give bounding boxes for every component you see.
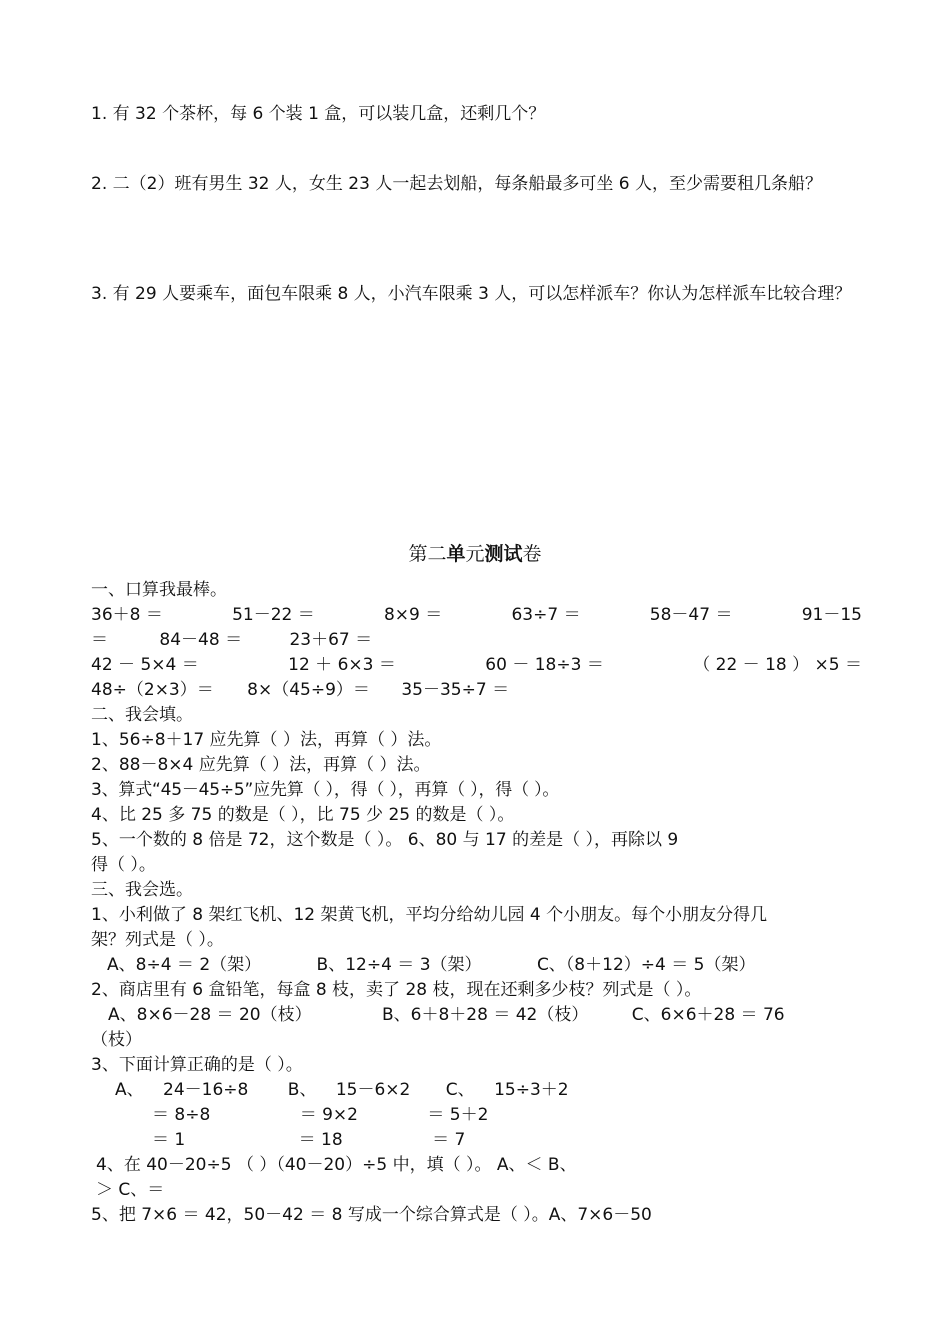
- step-a: ＝ 1: [152, 1130, 186, 1150]
- choice-question-4: 4、在 40－20÷5 （ ）（40－20）÷5 中，填（ ）。 A、＜ B、: [96, 1155, 577, 1175]
- choice-question-2-cont: （枝）: [91, 1030, 142, 1050]
- math-item: 60 － 18÷3 ＝: [485, 655, 604, 675]
- fill-question-4: 4、比 25 多 75 的数是（ ），比 75 少 25 的数是（ ）。: [91, 805, 515, 825]
- fill-question-1: 1、56÷8＋17 应先算（ ）法，再算（ ）法。: [91, 730, 442, 750]
- math-item: ＝: [91, 630, 108, 650]
- mental-math-row-4: [91, 678, 862, 703]
- step-a: ＝ 8÷8: [152, 1105, 211, 1125]
- option-a: A、8÷4 ＝ 2（架）: [107, 955, 262, 975]
- math-item: 12 ＋ 6×3 ＝: [288, 655, 396, 675]
- word-problem-1: 1. 有 32 个茶杯，每 6 个装 1 盒，可以装几盒，还剩几个？: [91, 104, 546, 124]
- math-item: 23＋67 ＝: [289, 630, 373, 650]
- mental-math-row-3: [91, 653, 862, 678]
- choice-question-3-row-2: [152, 1103, 862, 1128]
- math-item: 84－48 ＝: [159, 630, 243, 650]
- math-item: 42 － 5×4 ＝: [91, 655, 199, 675]
- math-item: 8×9 ＝: [383, 605, 443, 625]
- option-c: C、（8＋12）÷4 ＝ 5（架）: [536, 955, 756, 975]
- choice-question-1-cont: 架？列式是（ ）。: [91, 930, 224, 950]
- choice-question-2: 2、商店里有 6 盒铅笔，每盒 8 枝，卖了 28 枝，现在还剩多少枝？列式是（ ）。: [91, 980, 702, 1000]
- option-c-expr: 15÷3＋2: [494, 1080, 569, 1100]
- word-problem-2: 2. 二（2）班有男生 32 人，女生 23 人一起去划船，每条船最多可坐 6 人，至少需要租几条船？: [91, 174, 822, 194]
- fill-question-6-cont: 得（ ）。: [91, 855, 156, 875]
- step-b: ＝ 18: [298, 1130, 343, 1150]
- choice-question-1-options: [107, 953, 862, 978]
- math-item: 63÷7 ＝: [511, 605, 581, 625]
- section-2-heading: 二、我会填。: [91, 705, 193, 725]
- step-c: ＝ 7: [432, 1130, 466, 1150]
- unit-test-title: [0, 540, 950, 568]
- math-item: 91－15: [801, 605, 862, 625]
- word-problem-3: 3. 有 29 人要乘车，面包车限乘 8 人，小汽车限乘 3 人，可以怎样派车？你认为怎样派车比较合理？: [91, 284, 852, 304]
- step-c: ＝ 5＋2: [427, 1105, 489, 1125]
- step-b: ＝ 9×2: [299, 1105, 358, 1125]
- option-c: C、6×6＋28 ＝ 76: [631, 1005, 785, 1025]
- math-item: 58－47 ＝: [649, 605, 733, 625]
- option-b: B、6＋8＋28 ＝ 42（枝）: [381, 1005, 589, 1025]
- option-b-label: B、: [287, 1080, 317, 1100]
- fill-question-2: 2、88－8×4 应先算（ ）法，再算（ ）法。: [91, 755, 431, 775]
- option-a-label: A、: [115, 1080, 144, 1100]
- option-a: A、8×6－28 ＝ 20（枝）: [108, 1005, 312, 1025]
- option-a-expr: 24－16÷8: [163, 1080, 249, 1100]
- fill-question-3: 3、算式“45－45÷5”应先算（ ），得（ ），再算（ ），得（ ）。: [91, 780, 560, 800]
- mental-math-row-2: [91, 628, 862, 653]
- option-b: B、12÷4 ＝ 3（架）: [316, 955, 482, 975]
- math-item: 8×（45÷9）＝: [247, 680, 370, 700]
- math-item: 35－35÷7 ＝: [401, 680, 510, 700]
- title-part: 卷: [522, 543, 542, 565]
- math-item: 48÷（2×3）＝: [91, 680, 214, 700]
- title-part: 第二: [408, 543, 447, 565]
- title-part: 元: [465, 543, 485, 565]
- choice-question-4-cont: ＞ C、＝: [96, 1180, 165, 1200]
- math-item: 51－22 ＝: [232, 605, 315, 625]
- math-item: （ 22 － 18 ） ×5 ＝: [693, 655, 862, 675]
- title-part-bold: 测试: [484, 543, 523, 565]
- section-3-heading: 三、我会选。: [91, 880, 193, 900]
- option-c-label: C、: [445, 1080, 475, 1100]
- option-b-expr: 15－6×2: [335, 1080, 411, 1100]
- choice-question-2-options: [108, 1003, 862, 1028]
- section-1-heading: 一、口算我最棒。: [91, 580, 227, 600]
- title-part-bold: 单: [446, 543, 466, 565]
- choice-question-3-row-1: [115, 1078, 862, 1103]
- choice-question-3-row-3: [152, 1128, 862, 1153]
- fill-question-5-6: 5、一个数的 8 倍是 72，这个数是（ ）。 6、80 与 17 的差是（ ），再除以 9: [91, 830, 679, 850]
- mental-math-row-1: [91, 603, 862, 628]
- choice-question-5: 5、把 7×6 ＝ 42，50－42 ＝ 8 写成一个综合算式是（ ）。A、7×6－50: [91, 1205, 652, 1225]
- choice-question-3: 3、下面计算正确的是（ ）。: [91, 1055, 303, 1075]
- choice-question-1: 1、小利做了 8 架红飞机、12 架黄飞机，平均分给幼儿园 4 个小朋友。每个小朋友分得几: [91, 905, 768, 925]
- math-item: 36＋8 ＝: [91, 605, 163, 625]
